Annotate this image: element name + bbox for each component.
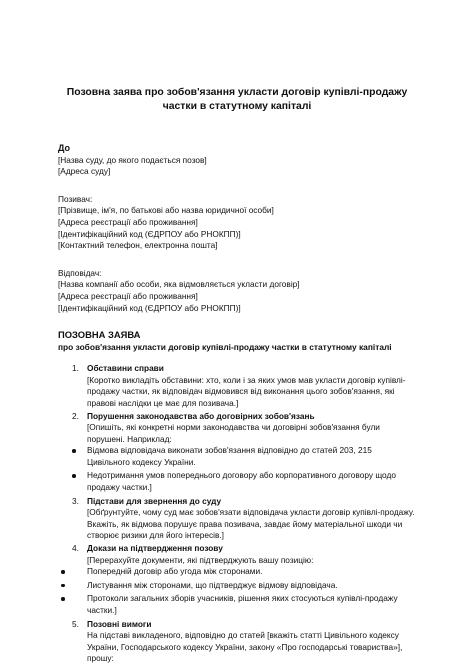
section-title: Докази на підтвердження позову <box>87 543 223 554</box>
section-number: 2. <box>72 410 79 421</box>
defendant-label: Відповідач: <box>58 267 102 278</box>
document-title: Позовна заява про зобов'язання укласти договір купівлі-продажу частки в статутному капіталі <box>66 87 408 112</box>
section-title: Підстави для звернення до суду <box>87 495 222 506</box>
section-circumstances <box>58 363 416 409</box>
defendant-id-code: [Ідентифікаційний код (ЄДРПОУ або РНОКПП)] <box>58 302 241 313</box>
plaintiff-block <box>58 194 416 252</box>
plaintiff-id-code: [Ідентифікаційний код (ЄДРПОУ або РНОКПП)] <box>58 228 241 239</box>
plaintiff-address: [Адреса реєстрації або проживання] <box>58 216 198 227</box>
section-text: [Коротко викладіть обставини: хто, коли і за яких умов мав укласти договір купівлі-продажу частки, як відповідач відмовився від виконання цього зобов'язання, які правові наслідки це має для позивача.] <box>87 374 406 408</box>
claim-heading: ПОЗОВНА ЗАЯВА <box>58 329 141 341</box>
defendant-address: [Адреса реєстрації або проживання] <box>58 290 198 301</box>
section-text: [Перерахуйте документи, які підтверджують вашу позицію: <box>87 554 314 565</box>
section-number: 5. <box>72 618 79 629</box>
section-title: Обставини справи <box>87 363 164 374</box>
section-violations <box>58 411 416 494</box>
section-text: [Опишіть, які конкретні норми законодавства чи договірні зобов'язання були порушені. Наприклад: <box>87 422 380 444</box>
list-item: Протоколи загальних зборів учасників, рішення яких стосуються купівлі-продажу частки.] <box>87 593 416 616</box>
section-title: Позовні вимоги <box>87 618 152 629</box>
plaintiff-label: Позивач: <box>58 193 93 204</box>
list-item: Недотримання умов попереднього договору або корпоративного договору щодо продажу частки.] <box>87 470 416 493</box>
section-grounds <box>58 496 416 542</box>
section-claims <box>58 619 416 665</box>
violations-list <box>87 445 416 493</box>
court-name: [Назва суду, до якого подається позов] <box>58 154 207 165</box>
section-number: 4. <box>72 543 79 554</box>
plaintiff-contacts: [Контактний телефон, електронна пошта] <box>58 240 218 251</box>
section-text: [Обґрунтуйте, чому суд має зобов'язати відповідача укласти договір купівлі-продажу. Вкажіть, як відмова порушує права позивача, завдає йому матеріальної шкоди чи створює ризики для його інтересів.] <box>87 507 415 541</box>
court-block <box>58 143 416 178</box>
claim-sections <box>58 363 416 665</box>
section-text: На підставі викладеного, відповідно до статей [вкажіть статті Цивільного кодексу України, Господарського кодексу України, закону «Про господарські товариства»], прошу: <box>87 630 403 664</box>
section-title: Порушення законодавства або договірних зобов'язань <box>87 410 315 421</box>
list-item: Попередній договір або угода між сторонами. <box>87 566 416 578</box>
evidence-list <box>87 566 416 616</box>
section-evidence <box>58 543 416 617</box>
defendant-name: [Назва компанії або особи, яка відмовляється укласти договір] <box>58 279 300 290</box>
list-item: Листування між сторонами, що підтверджує відмову відповідача. <box>87 580 416 592</box>
court-address: [Адреса суду] <box>58 166 111 177</box>
claim-subheading: про зобов'язання укласти договір купівлі-продажу частки в статутному капіталі <box>58 342 392 353</box>
section-number: 1. <box>72 363 79 374</box>
court-label: До <box>58 143 71 153</box>
plaintiff-name: [Прізвище, ім'я, по батькові або назва юридичної особи] <box>58 205 274 216</box>
claim-heading-block <box>58 329 416 353</box>
list-item: Відмова відповідача виконати зобов'язання відповідно до статей 203, 215 Цивільного кодексу України. <box>87 445 416 468</box>
section-number: 3. <box>72 495 79 506</box>
defendant-block <box>58 268 416 314</box>
